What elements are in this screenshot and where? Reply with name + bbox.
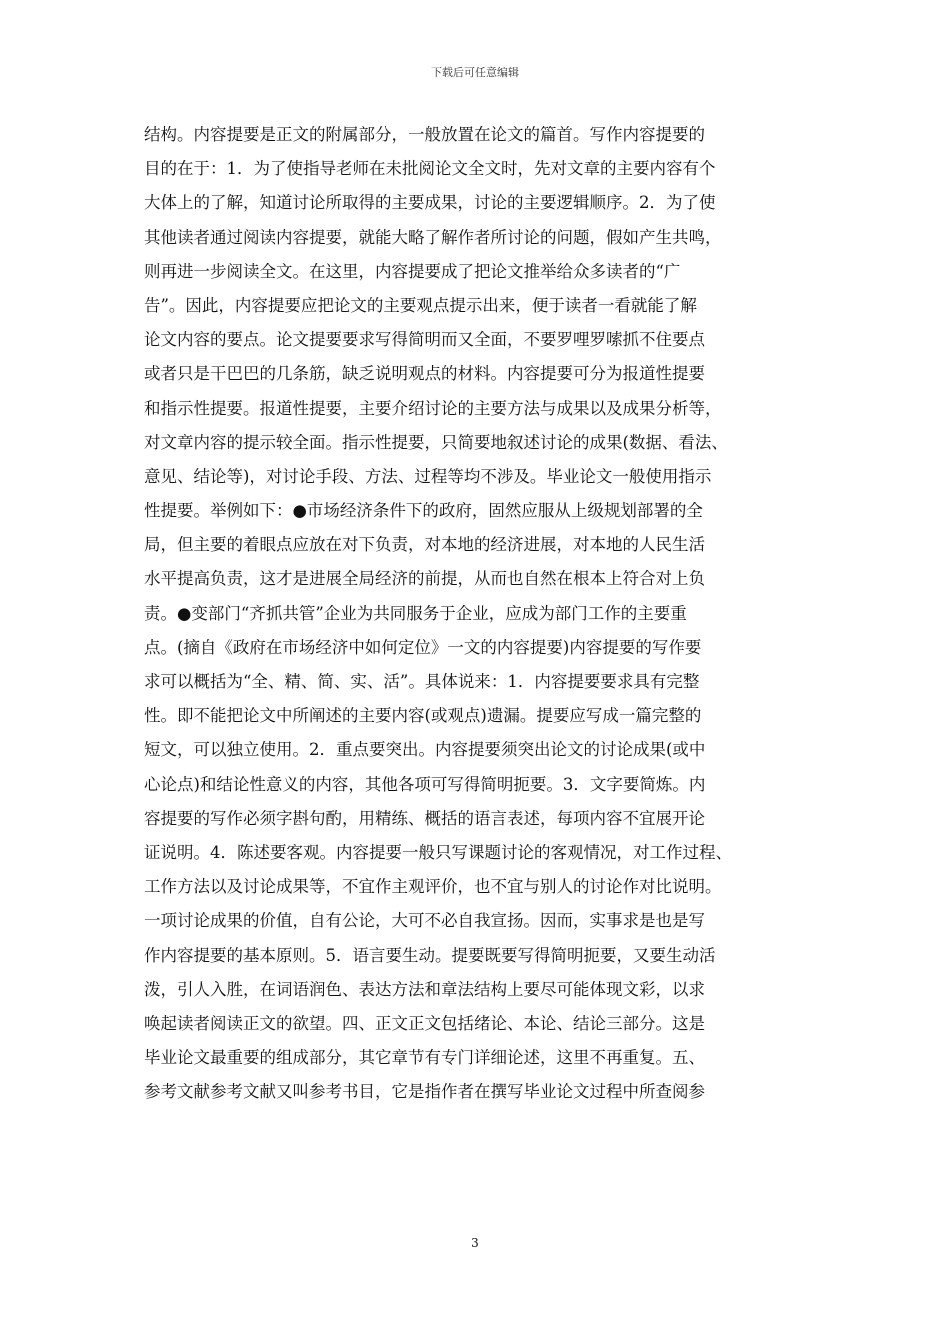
- text-line: 心论点)和结论性意义的内容，其他各项可写得简明扼要。3．文字要简炼。内: [144, 774, 706, 794]
- text-line: 性。即不能把论文中所阐述的主要内容(或观点)遗漏。提要应写成一篇完整的: [144, 706, 702, 726]
- text-line: 容提要的写作必须字斟句酌，用精练、概括的语言表述，每项内容不宜展开论: [144, 808, 705, 828]
- text-line: 水平提高负责，这才是进展全局经济的前提，从而也自然在根本上符合对上负: [144, 569, 705, 589]
- text-line: 作内容提要的基本原则。5．语言要生动。提要既要写得简明扼要，又要生动活: [144, 945, 716, 965]
- text-line: 毕业论文最重要的组成部分，其它章节有专门详细论述，这里不再重复。五、: [144, 1048, 705, 1068]
- text-line: 局，但主要的着眼点应放在对下负责，对本地的经济进展，对本地的人民生活: [144, 535, 705, 555]
- text-line: 其他读者通过阅读内容提要，就能大略了解作者所讨论的问题，假如产生共鸣，: [144, 227, 722, 247]
- text-line: 性提要。举例如下：●市场经济条件下的政府，固然应服从上级规划部署的全: [144, 501, 703, 521]
- text-line: 证说明。4．陈述要客观。内容提要一般只写课题讨论的客观情况，对工作过程、: [144, 842, 732, 862]
- page-number: 3: [471, 1236, 479, 1250]
- text-line: 或者只是干巴巴的几条筋，缺乏说明观点的材料。内容提要可分为报道性提要: [144, 364, 705, 384]
- text-line: 泼，引人入胜，在词语润色、表达方法和章法结构上要尽可能体现文彩，以求: [144, 979, 705, 999]
- page-header: 下载后可任意编辑: [431, 66, 519, 79]
- text-line: 唤起读者阅读正文的欲望。四、正文正文包括绪论、本论、结论三部分。这是: [144, 1013, 705, 1033]
- text-line: 对文章内容的提示较全面。指示性提要，只简要地叙述讨论的成果(数据、看法、: [144, 432, 728, 452]
- text-line: 意见、结论等)，对讨论手段、方法、过程等均不涉及。毕业论文一般使用指示: [144, 466, 712, 486]
- text-line: 参考文献参考文献又叫参考书目，它是指作者在撰写毕业论文过程中所查阅参: [144, 1082, 705, 1102]
- text-line: 一项讨论成果的价值，自有公论，大可不必自我宣扬。因而，实事求是也是写: [144, 911, 705, 931]
- text-line: 目的在于：1．为了使指导老师在未批阅论文全文时，先对文章的主要内容有个: [144, 159, 716, 179]
- text-line: 短文，可以独立使用。2．重点要突出。内容提要须突出论文的讨论成果(或中: [144, 740, 706, 760]
- text-line: 和指示性提要。报道性提要，主要介绍讨论的主要方法与成果以及成果分析等，: [144, 398, 722, 418]
- text-line: 点。(摘自《政府在市场经济中如何定位》一文的内容提要)内容提要的写作要: [144, 637, 702, 657]
- text-line: 结构。内容提要是正文的附属部分，一般放置在论文的篇首。写作内容提要的: [144, 125, 705, 144]
- text-line: 求可以概括为“全、精、简、实、活”。具体说来：1．内容提要要求具有完整: [144, 672, 700, 691]
- text-line: 则再进一步阅读全文。在这里，内容提要成了把论文推举给众多读者的“广: [144, 261, 681, 281]
- body-text: [144, 118, 808, 1109]
- text-line: 告”。因此，内容提要应把论文的主要观点提示出来，便于读者一看就能了解: [144, 295, 697, 315]
- text-line: 论文内容的要点。论文提要要求写得简明而又全面，不要罗哩罗嗦抓不住要点: [144, 330, 705, 350]
- text-line: 大体上的了解，知道讨论所取得的主要成果，讨论的主要逻辑顺序。2．为了使: [144, 193, 716, 213]
- text-line: 工作方法以及讨论成果等，不宜作主观评价，也不宜与别人的讨论作对比说明。: [144, 877, 722, 897]
- text-line: 责。●变部门“齐抓共管”企业为共同服务于企业，应成为部门工作的主要重: [144, 603, 687, 623]
